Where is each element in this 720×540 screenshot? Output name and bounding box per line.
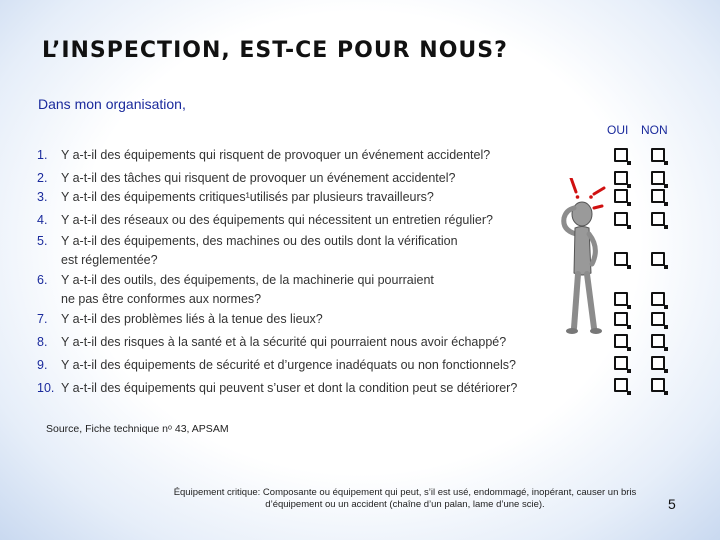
checkbox-non-9[interactable]: [651, 356, 665, 370]
column-header-oui: OUI: [607, 123, 629, 137]
checkbox-oui-1[interactable]: [614, 148, 628, 162]
column-header-non: NON: [641, 123, 668, 137]
page-title: L’INSPECTION, EST-CE POUR NOUS?: [42, 38, 508, 63]
checkbox-oui-3[interactable]: [614, 189, 628, 203]
source-citation: Source, Fiche technique nᵒ 43, APSAM: [46, 423, 229, 435]
checkbox-oui-2[interactable]: [614, 171, 628, 185]
checkbox-non-7[interactable]: [651, 312, 665, 326]
checkbox-oui-7[interactable]: [614, 312, 628, 326]
checkbox-non-2[interactable]: [651, 171, 665, 185]
question-6: 6. Y a-t-il des outils, des équipements, de la machinerie qui pourraient ne pas être conformes aux normes?: [37, 273, 434, 306]
confused-figure-icon: [558, 178, 610, 338]
checkbox-oui-4[interactable]: [614, 212, 628, 226]
checkbox-oui-5[interactable]: [614, 252, 628, 266]
question-8: 8. Y a-t-il des risques à la santé et à la sécurité qui pourraient nous avoir échappé?: [37, 335, 507, 349]
checkbox-non-3[interactable]: [651, 189, 665, 203]
footnote: Équipement critique: Composante ou équipement qui peut, s’il est usé, endommagé, inopérant, causer un bris d’équipement ou un accident (chaîne d’un palan, lame d’une scie).: [173, 487, 637, 510]
checkbox-oui-9[interactable]: [614, 356, 628, 370]
question-5: 5. Y a-t-il des équipements, des machines ou des outils dont la vérification est réglementée?: [37, 234, 458, 267]
subtitle: Dans mon organisation,: [38, 96, 186, 112]
checkbox-non-10[interactable]: [651, 378, 665, 392]
checkbox-non-8[interactable]: [651, 334, 665, 348]
question-4: 4. Y a-t-il des réseaux ou des équipements qui nécessitent un entretien régulier?: [37, 213, 493, 227]
question-7: 7. Y a-t-il des problèmes liés à la tenue des lieux?: [37, 312, 323, 326]
question-2: 2. Y a-t-il des tâches qui risquent de provoquer un événement accidentel?: [37, 171, 456, 185]
question-3: 3. Y a-t-il des équipements critiques¹utilisés par plusieurs travailleurs?: [37, 190, 434, 204]
checkbox-non-1[interactable]: [651, 148, 665, 162]
page-number: 5: [668, 496, 676, 512]
question-9: 9. Y a-t-il des équipements de sécurité et d’urgence inadéquats ou non fonctionnels?: [37, 358, 516, 372]
question-1: 1. Y a-t-il des équipements qui risquent de provoquer un événement accidentel?: [37, 148, 491, 162]
checkbox-non-6[interactable]: [651, 292, 665, 306]
checkbox-oui-8[interactable]: [614, 334, 628, 348]
checkbox-oui-6[interactable]: [614, 292, 628, 306]
checkbox-oui-10[interactable]: [614, 378, 628, 392]
checkbox-non-4[interactable]: [651, 212, 665, 226]
question-10: 10. Y a-t-il des équipements qui peuvent s’user et dont la condition peut se détériorer?: [37, 381, 518, 395]
checkbox-non-5[interactable]: [651, 252, 665, 266]
